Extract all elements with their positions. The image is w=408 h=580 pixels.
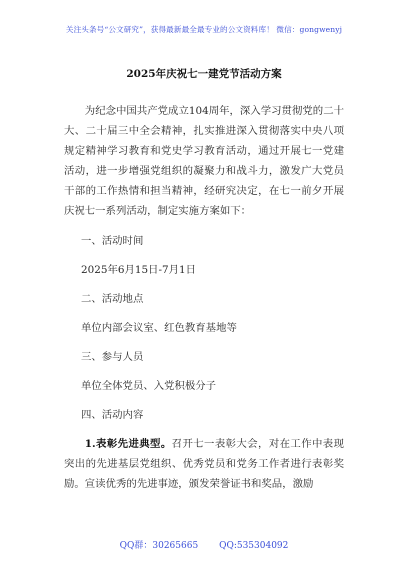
document-title: 2025年庆祝七一建党节活动方案 [126,68,282,80]
activity-item-1 [64,434,344,494]
footer-qq-group: QQ群：30265665 [119,541,199,551]
footer-qq-number: QQ:535304092 [219,541,289,551]
section-heading-location: 二、活动地点 [81,293,144,305]
section-heading-time: 一、活动时间 [81,235,144,247]
section-content-location: 单位内部会议室、红色教育基地等 [81,322,237,334]
section-content-time: 2025年6月15日-7月1日 [81,264,196,276]
document-body [64,101,344,494]
activity-item-1-lead: 1.表彰先进典型。 [84,438,172,450]
footer-contact [0,538,408,551]
section-content-participants: 单位全体党员、入党积极分子 [81,380,217,392]
section-heading-participants: 三、参与人员 [81,351,144,363]
section-heading-activities: 四、活动内容 [81,409,144,421]
header-banner: 关注头条号“公文研究”，获得最新最全最专业的公文资料库！ 微信：gongwenyj [65,25,343,34]
intro-paragraph: 为纪念中国共产党成立104周年，深入学习贯彻党的二十大、二十届三中全会精神，扎实推进深入贯彻落实中央八项规定精神学习教育和党史学习教育活动，通过开展七一党建活动，进一步增强党组织的凝聚力和战斗力，激发广大党员干部的工作热情和担当精神，经研究决定，在七一前夕开展庆祝七一系列活动，制定实施方案如下： [64,105,344,217]
activity-item-1-text: 召开七一表彰大会，对在工作中表现突出的先进基层党组织、优秀党员和党务工作者进行表彰奖励。宣读优秀的先进事迹，颁发荣誉证书和奖品，激励 [64,438,344,490]
